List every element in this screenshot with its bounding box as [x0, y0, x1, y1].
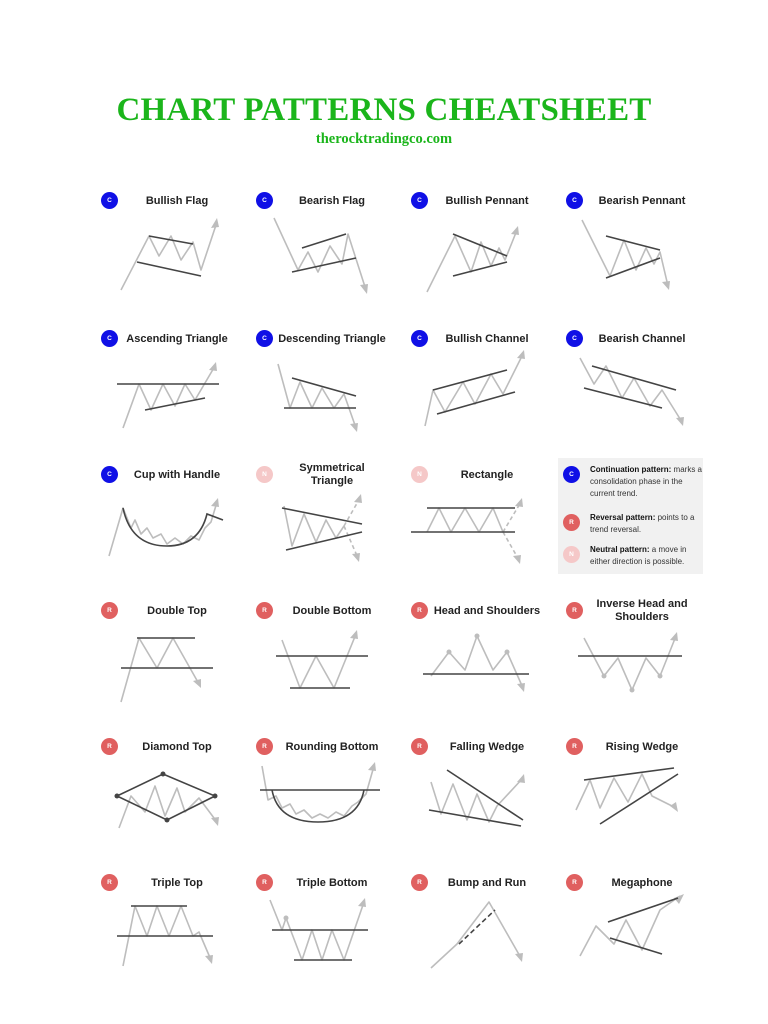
reversal-badge: R: [411, 874, 428, 891]
reversal-badge: R: [256, 738, 273, 755]
legend-panel: [558, 458, 703, 574]
ascending-triangle-diagram: [101, 352, 261, 458]
neutral-badge: N: [563, 546, 580, 563]
continuation-badge: C: [411, 330, 428, 347]
bullish-flag-diagram: [101, 214, 261, 320]
pattern-name: Bullish Flag: [145, 194, 209, 207]
reversal-badge: R: [256, 602, 273, 619]
pattern-card: [411, 602, 571, 730]
continuation-badge: C: [566, 330, 583, 347]
pattern-card: [101, 330, 261, 458]
bullish-channel-diagram: [411, 352, 571, 458]
megaphone-diagram: [566, 896, 726, 1002]
legend-term: Continuation pattern:: [590, 465, 672, 474]
pattern-name: Bullish Pennant: [445, 194, 529, 207]
pattern-card: [566, 330, 726, 458]
continuation-badge: C: [256, 192, 273, 209]
continuation-badge: C: [563, 466, 580, 483]
triple-top-diagram: [101, 896, 261, 1002]
neutral-badge: N: [256, 466, 273, 483]
pattern-card: [411, 330, 571, 458]
bearish-flag-diagram: [256, 214, 416, 320]
pattern-card: [256, 738, 416, 866]
pattern-name: Descending Triangle: [278, 332, 386, 345]
bearish-channel-diagram: [566, 352, 726, 458]
pattern-card: [411, 874, 571, 1002]
diamond-top-diagram: [101, 760, 261, 866]
pattern-name: Triple Top: [151, 876, 203, 889]
legend-term: Reversal pattern:: [590, 513, 656, 522]
pattern-card: [101, 466, 261, 594]
pattern-card: [566, 598, 726, 730]
pattern-name: Inverse Head and Shoulders: [596, 598, 688, 623]
legend-desc: marks a consolidation phase in the current trend.: [590, 465, 702, 498]
pattern-name: Bearish Pennant: [598, 194, 686, 207]
double-top-diagram: [101, 624, 261, 730]
bearish-pennant-diagram: [566, 214, 726, 320]
reversal-badge: R: [256, 874, 273, 891]
cup-with-handle-diagram: [101, 488, 261, 594]
head-and-shoulders-diagram: [411, 624, 571, 730]
descending-triangle-diagram: [256, 352, 416, 458]
site-url: therocktradingco.com: [315, 131, 453, 147]
reversal-badge: R: [563, 514, 580, 531]
pattern-name: Symmetrical Triangle: [299, 462, 365, 487]
reversal-badge: R: [101, 602, 118, 619]
continuation-badge: C: [101, 192, 118, 209]
rounding-bottom-diagram: [256, 760, 416, 866]
pattern-name: Rectangle: [460, 468, 514, 481]
pattern-name: Rounding Bottom: [285, 740, 379, 753]
continuation-badge: C: [101, 466, 118, 483]
pattern-name: Triple Bottom: [296, 876, 368, 889]
neutral-badge: N: [411, 466, 428, 483]
pattern-card: [256, 330, 416, 458]
legend-term: Neutral pattern:: [590, 545, 650, 554]
continuation-badge: C: [101, 330, 118, 347]
pattern-card: [101, 874, 261, 1002]
pattern-name: Falling Wedge: [449, 740, 525, 753]
pattern-card: [411, 738, 571, 866]
symmetrical-triangle-diagram: [256, 488, 416, 594]
reversal-badge: R: [411, 602, 428, 619]
pattern-card: [101, 192, 261, 320]
pattern-card: [256, 602, 416, 730]
pattern-card: [101, 602, 261, 730]
reversal-badge: R: [101, 874, 118, 891]
pattern-name: Megaphone: [611, 876, 673, 889]
pattern-name: Head and Shoulders: [433, 604, 541, 617]
pattern-card: [566, 738, 726, 866]
bump-and-run-diagram: [411, 896, 571, 1002]
reversal-badge: R: [566, 738, 583, 755]
continuation-badge: C: [256, 330, 273, 347]
page-title: CHART PATTERNS CHEATSHEET: [116, 92, 652, 128]
bullish-pennant-diagram: [411, 214, 571, 320]
pattern-card: [566, 874, 726, 1002]
pattern-card: [256, 192, 416, 320]
pattern-card: [411, 466, 571, 594]
pattern-name: Bump and Run: [447, 876, 527, 889]
pattern-card: [101, 738, 261, 866]
reversal-badge: R: [566, 874, 583, 891]
pattern-card: [256, 874, 416, 1002]
legend-desc: a move in either direction is possible.: [590, 545, 687, 566]
double-bottom-diagram: [256, 624, 416, 730]
reversal-badge: R: [411, 738, 428, 755]
continuation-badge: C: [411, 192, 428, 209]
rising-wedge-diagram: [566, 760, 726, 866]
pattern-name: Ascending Triangle: [126, 332, 228, 345]
continuation-badge: C: [566, 192, 583, 209]
triple-bottom-diagram: [256, 896, 416, 1002]
inverse-head-and-shoulders-diagram: [566, 624, 726, 730]
pattern-name: Bearish Channel: [598, 332, 686, 345]
pattern-name: Bullish Channel: [445, 332, 529, 345]
pattern-name: Double Bottom: [292, 604, 372, 617]
legend-desc: points to a trend reversal.: [590, 513, 695, 534]
pattern-name: Double Top: [147, 604, 207, 617]
pattern-name: Rising Wedge: [605, 740, 679, 753]
rectangle-diagram: [411, 488, 571, 594]
reversal-badge: R: [566, 602, 583, 619]
falling-wedge-diagram: [411, 760, 571, 866]
pattern-card: [256, 462, 416, 594]
pattern-name: Bearish Flag: [298, 194, 366, 207]
pattern-card: [566, 192, 726, 320]
pattern-name: Cup with Handle: [133, 468, 221, 481]
reversal-badge: R: [101, 738, 118, 755]
pattern-name: Diamond Top: [142, 740, 212, 753]
pattern-card: [411, 192, 571, 320]
